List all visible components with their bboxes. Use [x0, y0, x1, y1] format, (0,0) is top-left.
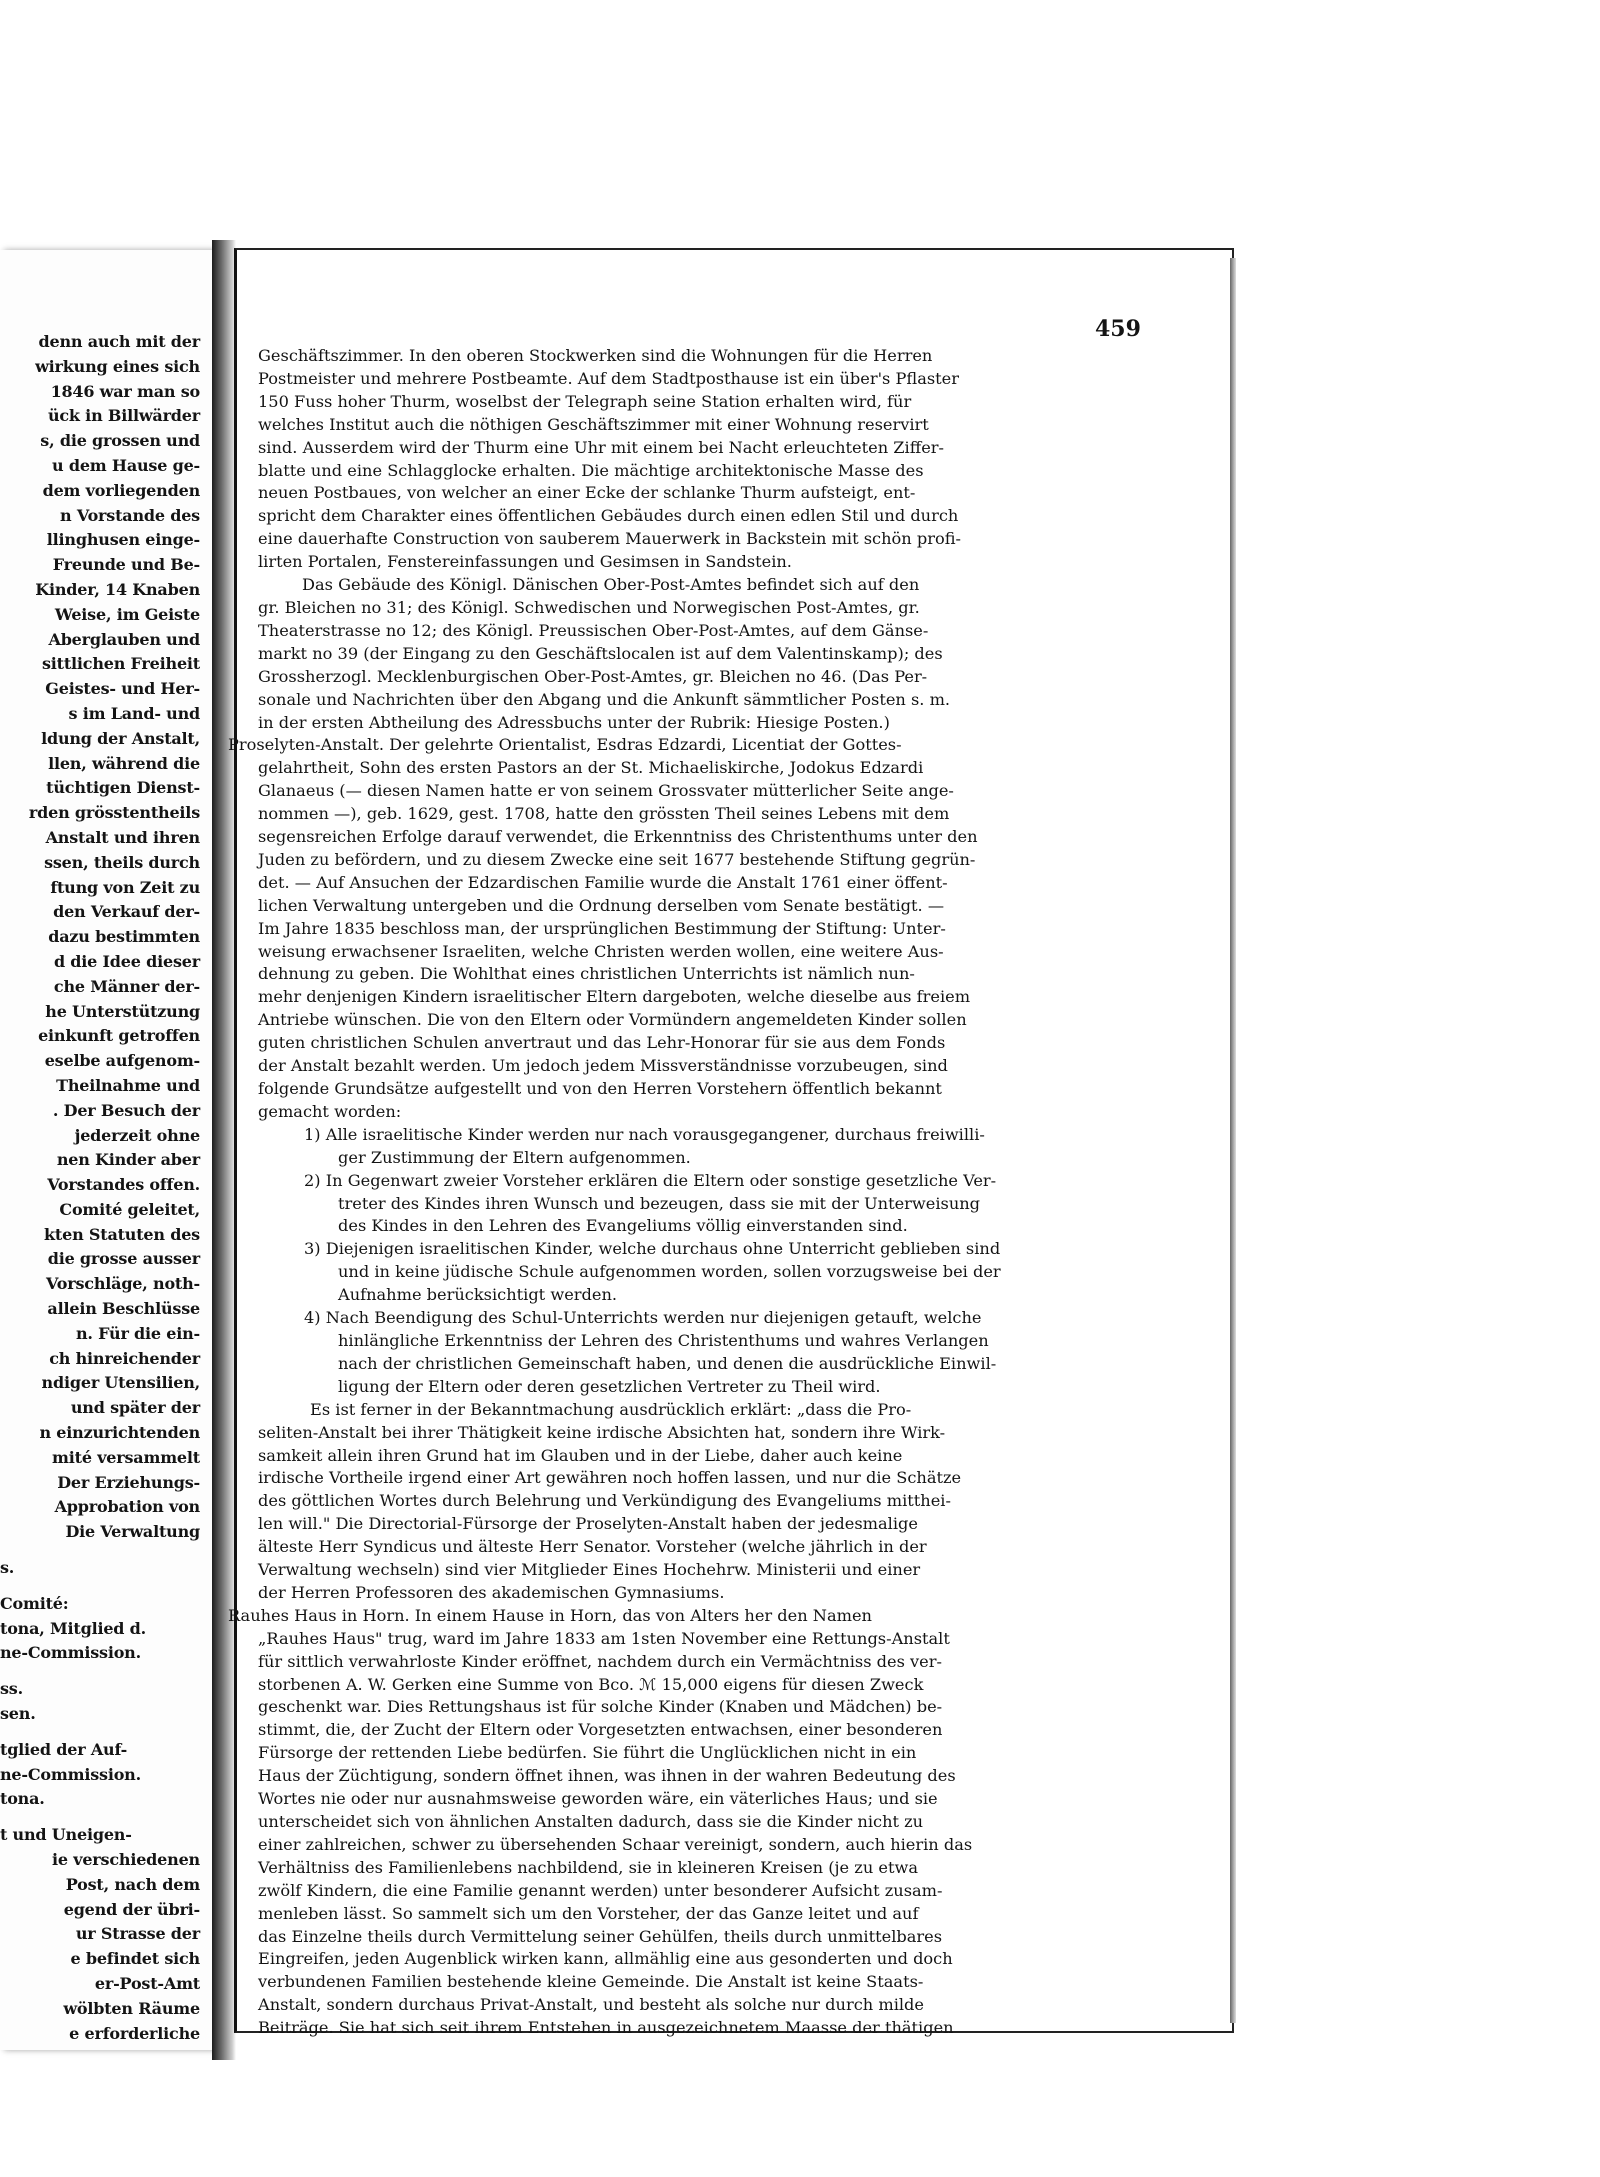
- text-line: gr. Bleichen no 31; des Königl. Schwedischen und Norwegischen Post-Amtes, gr.: [258, 597, 920, 617]
- facing-page-line: e befindet sich: [70, 1949, 200, 1969]
- facing-page-line: ss.: [0, 1679, 23, 1699]
- facing-page-line: llen, während die: [48, 753, 200, 773]
- text-line: folgende Grundsätze aufgestellt und von den Herren Vorstehern öffentlich bekannt: [258, 1079, 942, 1098]
- facing-page-line: s, die grossen und: [40, 431, 200, 451]
- facing-page-line: ndiger Utensilien,: [41, 1373, 200, 1393]
- facing-page-line: eselbe aufgenom-: [44, 1051, 200, 1071]
- text-line: Eingreifen, jeden Augenblick wirken kann, allmählig eine aus gesonderten und doch: [258, 1949, 953, 1969]
- facing-page-line: che Männer der-: [53, 976, 200, 996]
- text-line: samkeit allein ihren Grund hat im Glauben und in der Liebe, daher auch keine: [258, 1445, 903, 1465]
- text-line: Grossherzogl. Mecklenburgischen Ober-Post-Amtes, gr. Bleichen no 46. (Das Per-: [258, 666, 928, 686]
- text-line: det. — Auf Ansuchen der Edzardischen Familie wurde die Anstalt 1761 einer öffent-: [258, 872, 948, 892]
- text-line: Anstalt, sondern durchaus Privat-Anstalt, und besteht als solche nur durch milde: [258, 1995, 924, 2015]
- text-line: seliten-Anstalt bei ihrer Thätigkeit keine irdische Absichten hat, sondern ihre Wirk-: [258, 1422, 946, 1442]
- list-item-line: ligung der Eltern oder deren gesetzlichen Vertreter zu Theil wird.: [338, 1376, 881, 1396]
- page-edge: [1230, 258, 1236, 2023]
- text-line: dehnung zu geben. Die Wohlthat eines christlichen Unterrichts ist nämlich nun-: [258, 964, 915, 984]
- text-line: Das Gebäude des Königl. Dänischen Ober-Post-Amtes befindet sich auf den: [302, 575, 920, 595]
- facing-page-line: Geistes- und Her-: [45, 679, 200, 699]
- facing-page-line: llinghusen einge-: [46, 530, 200, 550]
- text-line: mehr denjenigen Kindern israelitischer Eltern dargeboten, welche dieselbe aus freiem: [258, 987, 971, 1007]
- facing-page-text: [0, 330, 200, 2046]
- facing-page-line: Approbation von: [54, 1497, 200, 1517]
- facing-page-line: denn auch mit der: [38, 332, 200, 351]
- facing-page-line: Theilnahme und: [56, 1075, 200, 1095]
- facing-page-line: Vorschläge, noth-: [46, 1274, 200, 1294]
- list-item-line: des Kindes in den Lehren des Evangeliums völlig einverstanden sind.: [338, 1216, 908, 1236]
- facing-page-line: Post, nach dem: [65, 1874, 200, 1894]
- facing-page-line: Kinder, 14 Knaben: [35, 579, 200, 599]
- facing-page-line: sen.: [0, 1704, 36, 1724]
- facing-page-line: ur Strasse der: [75, 1924, 200, 1944]
- text-line: Geschäftszimmer. In den oberen Stockwerken sind die Wohnungen für die Herren: [258, 346, 933, 365]
- facing-page-line: sittlichen Freiheit: [41, 654, 200, 674]
- text-line: Wortes nie oder nur ausnahmsweise geworden wäre, ein väterliches Haus; und sie: [258, 1789, 938, 1809]
- text-line: einer zahlreichen, schwer zu übersehenden Schaar vereinigt, sondern, auch hierin das: [258, 1834, 973, 1854]
- facing-page-line: und später der: [70, 1398, 200, 1418]
- facing-page-line: die grosse ausser: [47, 1249, 200, 1269]
- facing-page-line: dem vorliegenden: [42, 480, 200, 500]
- facing-page-line: 1846 war man so: [50, 381, 200, 401]
- text-line: Verhältniss des Familienlebens nachbildend, sie in kleineren Kreisen (je zu etwa: [258, 1857, 918, 1877]
- entry-heading-line: Proselyten-Anstalt. Der gelehrte Orientalist, Esdras Edzardi, Licentiat der Gottes-: [228, 735, 902, 755]
- list-item-line: 3) Diejenigen israelitischen Kinder, welche durchaus ohne Unterricht geblieben sind: [304, 1239, 1001, 1259]
- text-line: guten christlichen Schulen anvertraut und das Lehr-Honorar für sie aus dem Fonds: [258, 1033, 946, 1053]
- facing-page-line: Freunde und Be-: [52, 555, 200, 575]
- text-line: Verwaltung wechseln) sind vier Mitglieder Eines Hochehrw. Ministerii und einer: [258, 1560, 921, 1580]
- text-line: eine dauerhafte Construction von sauberem Mauerwerk in Backstein mit schön profi-: [258, 529, 961, 549]
- text-line: storbenen A. W. Gerken eine Summe von Bco. ℳ 15,000 eigens für diesen Zweck: [258, 1674, 924, 1694]
- facing-page-line: ne-Commission.: [0, 1764, 141, 1784]
- text-line: Fürsorge der rettenden Liebe bedürfen. Sie führt die Unglücklichen nicht in ein: [258, 1743, 917, 1763]
- text-line: das Einzelne theils durch Vermittelung seiner Gehülfen, theils durch unmittelbares: [258, 1926, 943, 1946]
- text-line: neuen Postbaues, von welcher an einer Ecke der schlanke Thurm aufsteigt, ent-: [258, 483, 916, 503]
- facing-page-line: n Vorstande des: [60, 505, 200, 525]
- facing-page-line: ssen, theils durch: [44, 852, 200, 872]
- facing-page-line: den Verkauf der-: [53, 902, 200, 922]
- text-line: gelahrtheit, Sohn des ersten Pastors an der St. Michaeliskirche, Jodokus Edzardi: [258, 758, 924, 778]
- list-item-line: 1) Alle israelitische Kinder werden nur nach vorausgegangener, durchaus freiwilli-: [304, 1124, 985, 1144]
- text-line: lirten Portalen, Fenstereinfassungen und Gesimsen in Sandstein.: [258, 552, 792, 572]
- text-line: verbundenen Familien bestehende kleine Gemeinde. Die Anstalt ist keine Staats-: [258, 1972, 924, 1992]
- text-line: der Herren Professoren des akademischen Gymnasiums.: [258, 1582, 725, 1602]
- facing-page-line: tglied der Auf-: [0, 1739, 128, 1759]
- text-line: Postmeister und mehrere Postbeamte. Auf dem Stadtposthause ist ein über's Pflaster: [258, 368, 959, 388]
- facing-page-line: e erforderliche: [69, 2023, 200, 2043]
- facing-page-line: he Unterstützung: [45, 1001, 200, 1021]
- list-item-line: 4) Nach Beendigung des Schul-Unterrichts werden nur diejenigen getauft, welche: [304, 1308, 982, 1328]
- list-item-line: Aufnahme berücksichtigt werden.: [338, 1285, 618, 1305]
- facing-page-line: Aberglauben und: [48, 629, 200, 649]
- facing-page-line: . Der Besuch der: [52, 1100, 200, 1120]
- facing-page-line: kten Statuten des: [44, 1224, 200, 1244]
- facing-page-line: ück in Billwärder: [47, 406, 200, 426]
- text-line: markt no 39 (der Eingang zu den Geschäftslocalen ist auf dem Valentinskamp); des: [258, 643, 943, 663]
- text-line: spricht dem Charakter eines öffentlichen Gebäudes durch einen edlen Stil und durch: [258, 506, 959, 526]
- text-line: segensreichen Erfolge darauf verwendet, die Erkenntniss des Christenthums unter den: [258, 827, 978, 847]
- text-line: weisung erwachsener Israeliten, welche Christen werden wollen, eine weitere Aus-: [258, 941, 944, 961]
- text-line: blatte und eine Schlagglocke erhalten. Die mächtige architektonische Masse des: [258, 460, 924, 480]
- facing-page-line: t und Uneigen-: [0, 1825, 132, 1845]
- text-line: nommen —), geb. 1629, gest. 1708, hatte den grössten Theil seines Lebens mit dem: [258, 804, 950, 824]
- facing-page-line: tona.: [0, 1789, 45, 1809]
- facing-page-line: s.: [0, 1558, 15, 1578]
- facing-page-line: egend der übri-: [63, 1899, 200, 1919]
- text-line: der Anstalt bezahlt werden. Um jedoch jedem Missverständnisse vorzubeugen, sind: [258, 1056, 948, 1076]
- facing-page-fragment: [0, 250, 214, 2050]
- facing-page-line: dazu bestimmten: [48, 927, 200, 947]
- list-item-line: 2) In Gegenwart zweier Vorsteher erklären die Eltern oder sonstige gesetzliche Ver-: [304, 1170, 997, 1190]
- facing-page-line: u dem Hause ge-: [52, 455, 200, 475]
- text-line: welches Institut auch die nöthigen Geschäftszimmer mit einer Wohnung reservirt: [258, 414, 929, 434]
- facing-page-line: tüchtigen Dienst-: [46, 778, 200, 798]
- facing-page-line: wirkung eines sich: [35, 356, 200, 376]
- text-line: des göttlichen Wortes durch Belehrung und Verkündigung des Evangeliums mitthei-: [258, 1491, 951, 1511]
- facing-page-line: Anstalt und ihren: [45, 827, 200, 847]
- facing-page-line: d die Idee dieser: [53, 951, 200, 971]
- facing-page-line: ldung der Anstalt,: [41, 728, 200, 748]
- text-line: Im Jahre 1835 beschloss man, der ursprünglichen Bestimmung der Stiftung: Unter-: [258, 918, 946, 938]
- text-line: sonale und Nachrichten über den Abgang und die Ankunft sämmtlicher Posten s. m.: [258, 689, 951, 709]
- text-line: Theaterstrasse no 12; des Königl. Preussischen Ober-Post-Amtes, auf dem Gänse-: [258, 620, 929, 640]
- text-line: stimmt, die, der Zucht der Eltern oder Vorgesetzten entwachsen, einer besonderen: [258, 1720, 943, 1740]
- text-line: „Rauhes Haus" trug, ward im Jahre 1833 am 1sten November eine Rettungs-Anstalt: [258, 1628, 950, 1648]
- facing-page-line: ch hinreichender: [49, 1348, 200, 1368]
- text-line: lichen Verwaltung untergeben und die Ordnung derselben vom Senate bestätigt. —: [258, 895, 945, 915]
- facing-page-line: Weise, im Geiste: [54, 604, 200, 624]
- facing-page-line: er-Post-Amt: [94, 1974, 200, 1993]
- text-line: zwölf Kindern, die eine Familie genannt werden) unter besonderer Aufsicht zusam-: [258, 1880, 943, 1900]
- text-line: für sittlich verwahrloste Kinder eröffnet, nachdem durch ein Vermächtniss des ver-: [258, 1651, 942, 1671]
- text-line: len will." Die Directorial-Fürsorge der Proselyten-Anstalt haben der jedesmalige: [258, 1514, 918, 1534]
- facing-page-line: Der Erziehungs-: [57, 1472, 200, 1492]
- facing-page-line: n einzurichtenden: [39, 1423, 200, 1443]
- page-number: 459: [1095, 316, 1141, 342]
- facing-page-line: ne-Commission.: [0, 1643, 141, 1663]
- list-item-line: ger Zustimmung der Eltern aufgenommen.: [338, 1147, 691, 1167]
- facing-page-line: jederzeit ohne: [74, 1125, 200, 1145]
- facing-page-line: tona, Mitglied d.: [0, 1618, 147, 1638]
- facing-page-line: n. Für die ein-: [75, 1323, 200, 1343]
- page-body-text: [228, 345, 1128, 2040]
- list-item-line: und in keine jüdische Schule aufgenommen worden, sollen vorzugsweise bei der: [338, 1262, 1001, 1282]
- facing-page-line: ftung von Zeit zu: [50, 877, 200, 897]
- facing-page-line: rden grösstentheils: [28, 803, 200, 823]
- facing-page-line: ie verschiedenen: [52, 1850, 200, 1870]
- text-line: Juden zu befördern, und zu diesem Zwecke eine seit 1677 bestehende Stiftung gegrün-: [258, 849, 976, 869]
- text-line: gemacht worden:: [258, 1101, 402, 1121]
- text-line: Glanaeus (— diesen Namen hatte er von seinem Grossvater mütterlicher Seite ange-: [258, 781, 954, 801]
- facing-page-line: Vorstandes offen.: [47, 1175, 200, 1195]
- book-gutter: [212, 240, 236, 2060]
- facing-page-line: Comité geleitet,: [59, 1199, 200, 1219]
- facing-page-line: Comité:: [0, 1593, 69, 1613]
- text-line: menleben lässt. So sammelt sich um den Vorsteher, der das Ganze leitet und auf: [258, 1903, 919, 1923]
- list-item-line: treter des Kindes ihren Wunsch und bezeugen, dass sie mit der Unterweisung: [338, 1193, 981, 1213]
- text-line: irdische Vortheile irgend einer Art gewähren noch hoffen lassen, und nur die Schätze: [258, 1468, 962, 1488]
- list-item-line: nach der christlichen Gemeinschaft haben, und denen die ausdrückliche Einwil-: [338, 1353, 997, 1373]
- text-line: unterscheidet sich von ähnlichen Anstalten dadurch, dass sie die Kinder nicht zu: [258, 1812, 924, 1831]
- facing-page-line: mité versammelt: [52, 1447, 200, 1467]
- text-line: Es ist ferner in der Bekanntmachung ausdrücklich erklärt: „dass die Pro-: [310, 1399, 912, 1419]
- text-line: geschenkt war. Dies Rettungshaus ist für solche Kinder (Knaben und Mädchen) be-: [258, 1697, 943, 1717]
- entry-heading-line: Rauhes Haus in Horn. In einem Hause in Horn, das von Alters her den Namen: [228, 1605, 872, 1625]
- list-item-line: hinlängliche Erkenntniss der Lehren des Christenthums und wahres Verlangen: [338, 1330, 989, 1350]
- facing-page-line: s im Land- und: [68, 703, 200, 723]
- text-line: 150 Fuss hoher Thurm, woselbst der Telegraph seine Station erhalten wird, für: [258, 391, 912, 411]
- text-line: in der ersten Abtheilung des Adressbuchs unter der Rubrik: Hiesige Posten.): [258, 712, 890, 732]
- facing-page-line: allein Beschlüsse: [47, 1299, 200, 1319]
- facing-page-line: wölbten Räume: [63, 1998, 200, 2018]
- facing-page-line: nen Kinder aber: [56, 1150, 200, 1170]
- text-line: Antriebe wünschen. Die von den Eltern oder Vormündern angemeldeten Kinder sollen: [258, 1010, 967, 1030]
- text-line: sind. Ausserdem wird der Thurm eine Uhr mit einem bei Nacht erleuchteten Ziffer-: [258, 437, 944, 457]
- text-line: Beiträge. Sie hat sich seit ihrem Entstehen in ausgezeichnetem Maasse der thätigen: [258, 2018, 954, 2038]
- facing-page-line: Die Verwaltung: [65, 1522, 200, 1542]
- facing-page-line: einkunft getroffen: [38, 1026, 200, 1046]
- text-line: Haus der Züchtigung, sondern öffnet ihnen, was ihnen in der wahren Bedeutung des: [258, 1766, 956, 1786]
- text-line: älteste Herr Syndicus und älteste Herr Senator. Vorsteher (welche jährlich in der: [258, 1537, 927, 1557]
